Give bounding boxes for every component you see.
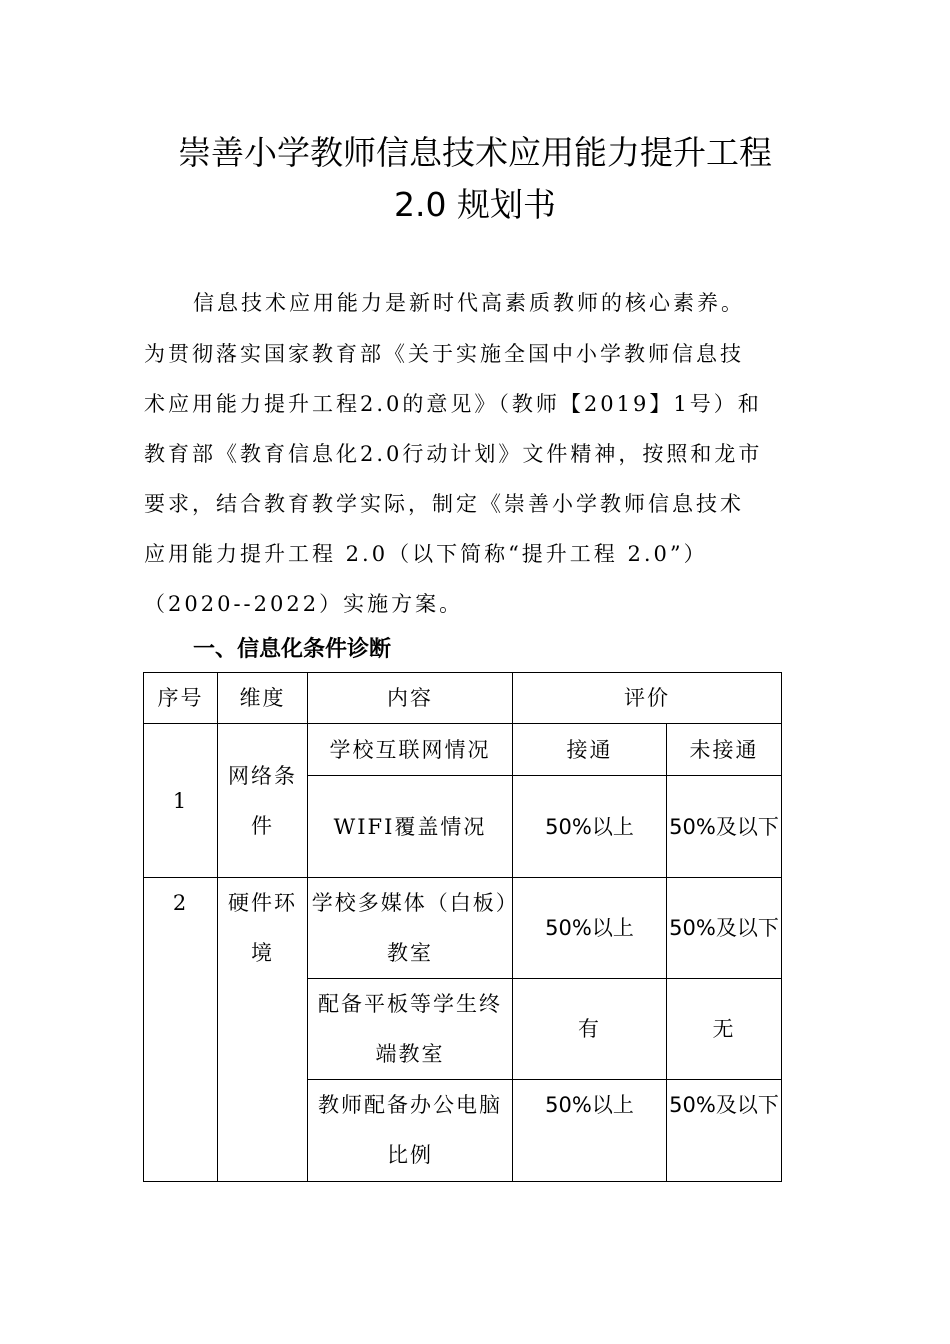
diagnosis-table [143,672,782,1182]
document-title-line1: 崇善小学教师信息技术应用能力提升工程 [178,133,772,172]
header-seq: 序号 [144,673,218,724]
header-evaluation: 评价 [513,673,782,724]
cell-dimension: 硬件环境 [218,878,308,1182]
cell-seq: 1 [144,724,218,878]
cell-eval-1: 50%以上 [513,878,667,979]
cell-seq: 2 [144,878,218,1182]
cell-eval-2: 50%及以下 [667,1080,782,1182]
cell-eval-1: 有 [513,979,667,1080]
cell-eval-2: 50%及以下 [667,776,782,878]
intro-line-3: 术应用能力提升工程2.0的意见》（教师【2019】1号）和 [144,392,762,416]
cell-eval-2: 无 [667,979,782,1080]
intro-line-2: 为贯彻落实国家教育部《关于实施全国中小学教师信息技 [144,342,744,366]
table-row [144,878,782,979]
cell-content: 学校多媒体（白板）教室 [308,878,513,979]
table-header-row [144,673,782,724]
cell-content: WIFI覆盖情况 [308,776,513,878]
section-heading-1: 一、信息化条件诊断 [193,637,392,662]
cell-eval-1: 50%以上 [513,1080,667,1182]
cell-eval-2: 未接通 [667,724,782,776]
header-content: 内容 [308,673,513,724]
cell-eval-2: 50%及以下 [667,878,782,979]
intro-line-7: （2020--2022）实施方案。 [144,592,464,616]
intro-line-6: 应用能力提升工程 2.0（以下简称“提升工程 2.0”） [144,542,708,566]
cell-dimension: 网络条件 [218,724,308,878]
cell-content: 教师配备办公电脑比例 [308,1080,513,1182]
intro-line-4: 教育部《教育信息化2.0行动计划》文件精神，按照和龙市 [144,442,763,466]
cell-eval-1: 接通 [513,724,667,776]
header-dimension: 维度 [218,673,308,724]
intro-line-1: 信息技术应用能力是新时代高素质教师的核心素养。 [193,291,745,315]
intro-line-5: 要求，结合教育教学实际，制定《崇善小学教师信息技术 [144,492,744,516]
cell-content: 配备平板等学生终端教室 [308,979,513,1080]
document-title-line2: 2.0 规划书 [394,185,556,224]
cell-content: 学校互联网情况 [308,724,513,776]
cell-eval-1: 50%以上 [513,776,667,878]
table-row [144,724,782,776]
